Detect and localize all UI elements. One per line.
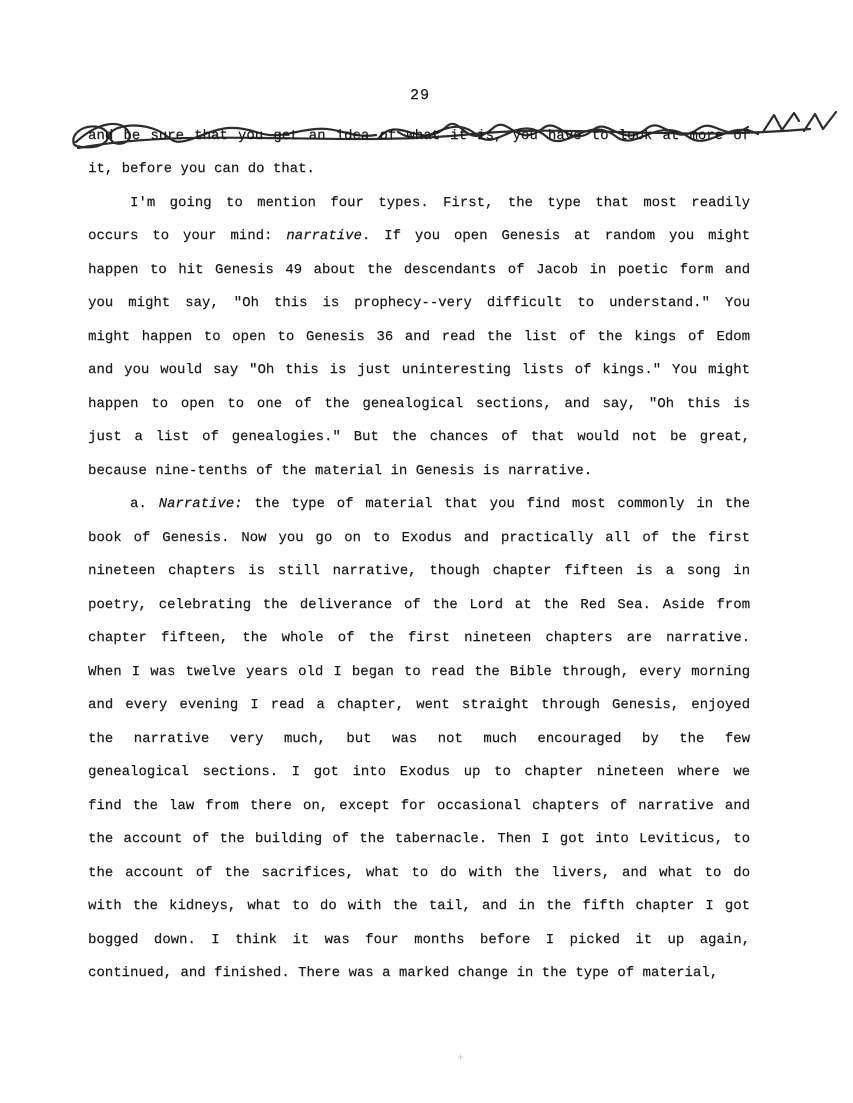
typescript-body (88, 153, 750, 991)
italic-text-segment: narrative (286, 228, 362, 244)
text-segment: the type of material that you find most commonly in the (242, 496, 750, 512)
text-line: find the law from there on, except for occasional chapters of narrative and (88, 797, 750, 814)
text-line: the account of the sacrifices, what to do with the livers, and what to do (88, 864, 750, 881)
text-line: the narrative very much, but was not much encouraged by the few (88, 730, 750, 747)
text-segment: a. (130, 496, 159, 512)
text-line: bogged down. I think it was four months before I picked it up again, (88, 931, 750, 948)
faint-scan-artifact: + (457, 1051, 465, 1065)
text-segment: occurs to your mind: (88, 228, 287, 244)
text-line: with the kidneys, what to do with the tail, and in the fifth chapter I got (88, 898, 750, 914)
page-number: 29 (409, 87, 430, 104)
text-line: When I was twelve years old I began to read the Bible through, every morning (88, 663, 750, 680)
text-line: happen to open to one of the genealogical sections, and say, "Oh this is (88, 395, 750, 412)
text-line (88, 220, 750, 254)
text-line: and you would say "Oh this is just uninteresting lists of kings." You might (88, 362, 750, 378)
text-line: might happen to open to Genesis 36 and read the list of the kings of Edom (88, 328, 750, 345)
text-line: chapter fifteen, the whole of the first nineteen chapters are narrative. (88, 630, 750, 646)
struck-out-line: and be sure that you get an idea of what it is, you have to look at more of (88, 128, 750, 144)
text-line: happen to hit Genesis 49 about the descendants of Jacob in poetic form and (88, 261, 750, 278)
text-line: book of Genesis. Now you go on to Exodus and practically all of the first (88, 529, 750, 546)
text-line: I'm going to mention four types. First, the type that most readily (130, 194, 750, 211)
text-line: the account of the building of the tabernacle. Then I got into Leviticus, to (88, 831, 750, 847)
text-line: you might say, "Oh this is prophecy--very difficult to understand." You (88, 295, 750, 311)
text-line: continued, and finished. There was a marked change in the type of material, (88, 965, 719, 981)
text-line: just a list of genealogies." But the chances of that would not be great, (88, 429, 750, 445)
italic-text-segment: Narrative: (158, 496, 243, 512)
text-line: genealogical sections. I got into Exodus up to chapter nineteen where we (88, 764, 750, 780)
text-line: and every evening I read a chapter, went straight through Genesis, enjoyed (88, 697, 750, 713)
text-line: because nine-tenths of the material in Genesis is narrative. (88, 462, 593, 479)
text-line: nineteen chapters is still narrative, though chapter fifteen is a song in (88, 563, 750, 579)
text-line: poetry, celebrating the deliverance of the Lord at the Red Sea. Aside from (88, 596, 750, 613)
text-segment: . If you open Genesis at random you might (361, 228, 750, 244)
text-line (88, 488, 750, 522)
text-line: it, before you can do that. (88, 161, 315, 177)
